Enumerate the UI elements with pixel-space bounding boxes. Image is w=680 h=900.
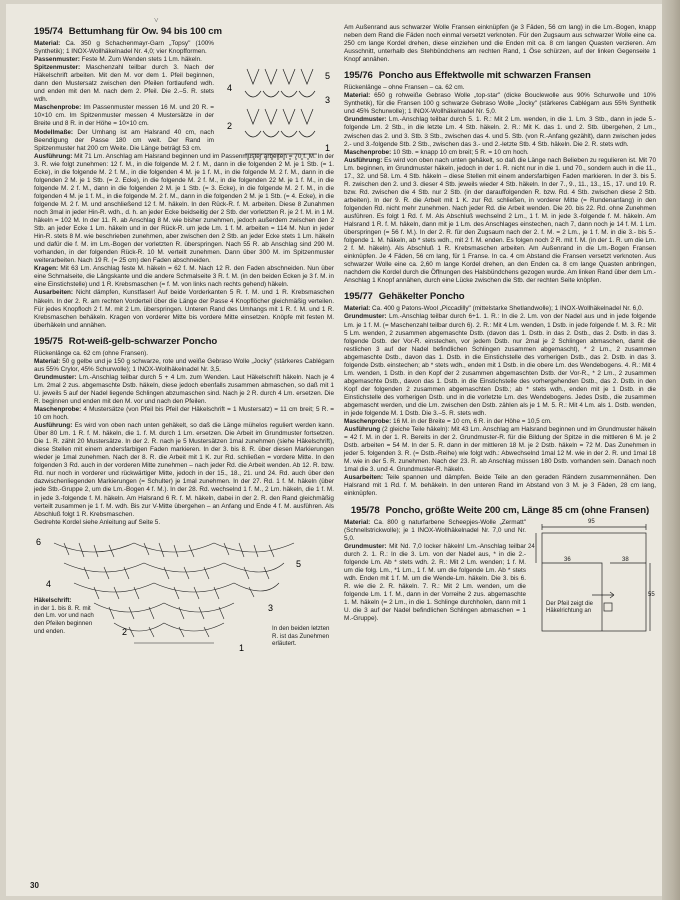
chart-legend: [34, 597, 96, 636]
paragraph-text: Maschenzahl teilbar durch 3. Nach der Häkelschrift arbeiten. Mit den M. vor dem 1. Pfeil beginnen, dann den Mustersatz zwischen den Pfeilen fortlaufend wdh. und enden mit den M. nach dem 2. Pfeil. Die 2.–5. R. stets wdh.: [34, 64, 214, 104]
paragraph-label: Passenmuster:: [34, 56, 80, 64]
section-number: 195/76: [344, 70, 373, 82]
height-label: 24: [528, 543, 535, 550]
paragraph: [344, 149, 656, 157]
paragraph-text: 10 Stb. = knapp 10 cm breit; 5 R. = 10 cm hoch.: [391, 148, 529, 156]
section-number: 195/74: [34, 26, 63, 37]
paragraph-text: Rückenlänge ca. 62 cm (ohne Fransen).: [34, 349, 149, 357]
paragraph: [344, 116, 656, 148]
chart-row-label: 2: [122, 626, 128, 637]
side-label: 55: [648, 591, 655, 598]
paragraph-label: Grundmuster:: [34, 373, 77, 381]
paragraph-text: Mit 63 Lm. Anschlag feste M. häkeln = 62 f. M. Nach 12 R. den Faden abschneiden. Nun über eine Schmalseite, die Längskante und die andere Schmalseite 3 R. f. M. (in den beiden Ecken je 3 f. M. in eine Einstichstelle) und 1 R. Krebsmaschen (= f. M. von links nach rechts gehend) häkeln.: [34, 265, 334, 289]
paragraph-label: Maschenprobe:: [344, 148, 392, 156]
paragraph-label: Maschenprobe:: [34, 406, 82, 414]
paragraph-label: Material:: [34, 40, 61, 47]
chart-row-label: 5: [325, 71, 331, 81]
paragraph-label: Ausführung:: [34, 422, 73, 430]
paragraph: [344, 426, 656, 474]
paragraph-label: Ausführung:: [344, 156, 383, 164]
section-heading: Rot-weiß-gelb-schwarzer Poncho: [68, 335, 218, 347]
paragraph-text: Im Passenmuster messen 16 M. und 20 R. = 10×10 cm. Im Spitzenmuster messen 4 Mustersätze in der Breite und 8 R. in der Höhe = 10×10 cm.: [34, 104, 214, 128]
paragraph-label: Maschenprobe:: [344, 418, 392, 426]
paragraph: [34, 265, 334, 289]
chart-row-label: 1: [325, 143, 331, 153]
page-binding: [662, 0, 680, 900]
left-column: [34, 24, 334, 892]
paragraph-text: 50 g gelbe und je 150 g schwarze, rote und weiße Gebraso Wolle „Jocky" (stärkeres Cablégarn aus 55% Crylor, 45% Schurwolle); 1 INOX-Wollhäkelnadel Nr. 3,5.: [34, 357, 334, 373]
section-number: 195/77: [344, 291, 373, 303]
chart-row-label: 3: [325, 95, 331, 105]
paragraph: [344, 418, 656, 426]
section-title-195-76: [344, 70, 656, 81]
paragraph: [34, 350, 334, 358]
width-label: 95: [588, 518, 595, 525]
paragraph-text: Lm.-Anschlag teilbar durch 6+1. 1. R.: In die 2. Lm. von der Nadel aus und in jede folgende Lm. je 1 f. M. (= Maschenzahl teilbar durch 6). 2. R.: Mit 4 Lm. wenden, 1 Dstb. in jede folgende f. M. 3. R.: Mit 5 Lm. wenden, 2 zusammen abgemaschte Dstb. (davon das 1. Dstb. in das 2. Dstb., das 2. Dstb. in das 3. folgende Dstb. der Vor-R. einstechen, vor jedem Dstb. nur 2mal je 2 Schlingen abmaschen, damit die restlichen 3 auf der Nadel befindlichen Schlingen zusammen abgemascht), * 2 Lm., 2 zusammen abgemaschte Dstb., davon das 1. Dstb. in die Einstichstelle des vorherigen Dstb., das 2. Dstb. in das 3. folgende Dstb. einstechen; ab * stets wdh., enden mit 1 Dstb. in die obere Lm. des Wendebogens. 4. R.: Mit 4 Lm. wenden, 1 Dstb. in den Kopf der 2 zusammen abgemaschten Dstb. der Vor-R., * 2 Lm., 2 zusammen abgemaschte Dstb., davon das 1. Dstb. in die Einstichstelle des vorhergehenden Dstb., das 2. Dstb. in den Kopf der folgenden 2 zusammen abgemaschten Dstb.; ab * stets wdh., enden mit je 1 Dstb. in die Einstichstelle des vorherigen Dstb. und in die vorletzte Lm. des Wendebogens. Jedes Dstb., die zusammen abgemascht werden, und die Lm. zwischen den Dstb. zählen als je 1 M. 5. R.: Mit 4 Lm. als 1. Dstb. wenden, in jede folgende M. 1 Dstb. Die 3.–5. R. stets wdh.: [344, 313, 656, 418]
paragraph: [34, 40, 214, 56]
paragraph-text: (2 gleiche Teile häkeln): Mit 43 Lm. Anschlag am Halsrand beginnen und im Grundmuster häkeln = 42 f. M. in der 1. R. Bereits in der 2. Grundmuster-R. für die Bildung der Spitze in die mittleren 6 M. je 2 Dstb. arbeiten = 54 M. In der 5. R. dann in der mittleren 18 M. je 2 Dstb. häkeln = 72 M. Das Zunehmen in jeder 5. folgenden 3. R. (= Dstb.-Reihe) wie folgt wdh.: Abwechselnd 1mal 12 M. wie in der 2. R. und 1mal 18 M. wie in der 5. R. zunehmen. Nach der 23. R. ab Anschlag müssen 180 Dstb. vorhanden sein. Danach noch 1mal die 3. und 4. Grundmuster-R. häkeln.: [344, 426, 656, 474]
paragraph-label: Ausführung: [344, 426, 381, 434]
paragraph: [34, 374, 334, 406]
paragraph-text: Lm.-Anschlag teilbar durch 5. 1. R.: Mit 2 Lm. wenden, in die 1. Lm. 3 Stb., dann in jede 5.-folgende Lm. 2 Stb., in die letzte Lm. 4 Stb. häkeln. 2. R.: Mit K. das 1. und 2. Stb. übergehen, 2 Lm., zwischen das 2. und 3. Stb. 3 Stb., zwischen das 4. und 5. Stb. (von R.-Anfang gezählt), dann zwischen jedes 2.- und 3.-folgende Stb. 2 Stb., zwischen das 3.- und 2.-letzte Stb. 4 Stb. häkeln. Die 2. R. stets wdh.: [344, 116, 656, 148]
paragraph: [344, 157, 656, 286]
right-column: [344, 24, 656, 892]
paragraph-label: Material:: [344, 92, 371, 100]
poncho-schematic: [528, 518, 656, 637]
page-mark: ˅: [154, 16, 159, 25]
paragraph-text: Am Außenrand aus schwarzer Wolle Fransen einknüpfen (je 3 Fäden, 56 cm lang) in die Lm.-Bogen, knapp neben dem Rand die Fäden noch einmal versetzt verknoten. Für den Zugsaum aus schwarzer Wolle eine ca. 250 cm lange Kordel drehen, diese einziehen und die Enden mit ca. 8 cm langen Quasten verzieren. Am Ausschnitt, unterhalb des Stehbündchens am rechten Rand, 1 Öse schürzen, auf der linken Gegenseite 1 Knopf annähen.: [344, 24, 656, 64]
paragraph-text: Rückenlänge – ohne Fransen – ca. 62 cm.: [344, 84, 465, 92]
chart-row-label: 4: [227, 83, 233, 93]
chart-row-label: 1: [239, 642, 245, 653]
paragraph: [344, 84, 656, 92]
paragraph: [344, 92, 656, 116]
section-label: 38: [622, 556, 629, 563]
section-number: 195/78: [350, 504, 380, 516]
paragraph-text: Ca. 350 g Schachenmayr-Garn „Topsy" (100% Synthetik); 1 INOX-Wollhäkelnadel Nr. 4,0; vier Knopfformen.: [34, 40, 214, 56]
instructions-195-76: [344, 84, 656, 285]
paragraph: [34, 64, 214, 104]
paragraph-text: Es wird von oben nach unten gehäkelt, so daß die Länge nach Belieben zu regulieren ist. Mit 70 Lm. beginnen, im Grundmuster häkeln, jedoch in der 1. R. nicht nur in die 1. und 70., sondern auch in die 11., 17., 32. und 58. Lm. 4 Stb. häkeln – diese Stellen mit einem andersfarbigen Faden markieren. In der 3. bis 5. R. zwischen den 2. und 3. dieser 4 Stb. jeweils wieder 4 Stb. häkeln. In der 7., 9., 11., 13., 15., 17. und 19. R. bzw. Rd. zwischen die 4 Stb. nur 2 Stb. (in der darauffolgenden R. bzw. Rd. 4 Stb. zwischen diese 2 Stb. arbeiten). In der 9. R. die Arbeit mit 1 K. zur Rd. schließen, in vorderer Mitte (= Rundenanfang) in den folgenden Rd. nicht mehr zunehmen. Nach jeder Rd. die Arbeit wenden. Die 20. bis 22. Rd. ohne Zunehmen ausführen. Es folgt 1 Rd. f. M. Als Abschluß wechselnd 2 Lm., 1 f. M. in jede 3.-folgende f. M. häkeln. Am Halsrand 1 R. f. M. häkeln, dann mit je 1 Lm. des Anschlages einstechen, nach 7, dann noch je 14 f. M. 1 Lm. überspringen (= 56 f. M.). In der 2. R. für den Zugsaum nach der 2. f. M. = 2 Lm., je 1 f. M. in die 3.- bis 5.-folgende 1. M. häkeln, ab * stets wdh., mit 2 f. M. enden. Es folgen noch 2 R. mit f. M. (in der 1. R. um die Lm. 2 f. M. häkeln). Als Abschluß 1 R. Krebsmaschen arbeiten. Am Außenrand in die Lm.-Bogen Fransen einknüpfen. Je 4 Fäden, 56 cm lang, für 1 Franse. In ca. 4 cm Abstand die Fransen versetzt verknoten. Aus schwarzer Wolle eine ca. 2,60 m lange Kordel drehen, an den Enden ca. 8 cm lange Quasten anbringen, nachdem die Kordel durch die Öffnungen des Halsbündchens gezogen wurde. Am linken Rand über dem Lm.-Anschlag 1 Knopf annähen, durch eine Lücke zwischen die Stb. der rechten Seite knöpfen.: [344, 156, 656, 285]
paragraph-text: Es wird von oben nach unten gehäkelt, so daß die Länge mühelos reguliert werden kann. Über 80 Lm. 1 R. f. M. häkeln, die 1. f. M. durch 1 Lm. ersetzen. Die Arbeit im Grundmuster fortsetzen. Die 1. R. zählt 20 Mustersätze. In der 2. R. nach je 5 Mustersätzen 1mal zunehmen (siehe Häkelschrift), diese Stellen mit einem andersfarbigen Faden markieren. In der 3. bis 8. R. über diesen Markierungen wieder je 1mal zunehmen. Nach der 8. R. die Arbeit mit 1 K. zur Rd. schließen = vordere Mitte. In den folgenden 3 Rd. auch in der vorderen Mitte zunehmen – nach jeder Rd. die Arbeit wenden. Ab 12. R. bzw. Rd. nur noch in vorderer und rückwärtiger Mitte, jedoch in der 15., 18., 21. und 24. Rd. auch über den dazwischenliegenden Markierungen (= Schulter) je 1mal zunehmen. In der 27. Rd. 1 f. M. häkeln (über jede Stb.-Gruppe 2, um die Lm.-Bogen 4 f. M.). In der 28. Rd. wechselnd 1 f. M., 2 Lm. häkeln, die 1 f. M. in jede 3.-folgende f. M. häkeln. Am Halsrand 6 R. f. M. häkeln, dabei in der 2. R. den Rand gleichmäßig verteilt zusammen je 1 f. M. wdh. Bis zur V-Mitte übergehen – an Anfang und Ende 4 f. M. ausführen. Als Abschluß folgt 1 R. Krebsmaschen.: [34, 422, 334, 518]
section-heading: Bettumhang für Ow. 94 bis 100 cm: [68, 26, 222, 37]
paragraph-label: Grundmuster:: [344, 313, 387, 321]
paragraph-label: Grundmuster:: [344, 542, 387, 550]
paragraph: [344, 313, 656, 418]
chart-legend-label: Häkelschrift:: [34, 596, 72, 604]
paragraph-text: Feste M. Zum Wenden stets 1 Lm. häkeln.: [79, 56, 202, 64]
paragraph: [344, 305, 656, 313]
continued-instructions: [344, 24, 656, 64]
section-number: 195/75: [34, 335, 63, 347]
schematic-drawing: [532, 519, 656, 637]
section-heading: Poncho, größte Weite 200 cm, Länge 85 cm (ohne Fransen): [385, 504, 650, 516]
paragraph-label: Spitzenmuster:: [34, 64, 81, 72]
instructions-195-77: [344, 305, 656, 498]
paragraph-label: Ausführung:: [34, 152, 73, 160]
chart-row-label: 5: [296, 558, 302, 569]
paragraph: [34, 358, 334, 374]
paragraph-label: Maschenprobe:: [34, 104, 82, 112]
paragraph-text: Gedrehte Kordel siehe Anleitung auf Seite 5.: [34, 518, 161, 526]
paragraph: [34, 422, 334, 519]
section-heading: Gehäkelter Poncho: [378, 291, 465, 303]
section-title-195-75: [34, 336, 334, 347]
paragraph-label: Material:: [344, 518, 371, 526]
stitch-chart-top: [227, 59, 334, 174]
chart-row-label: 6: [36, 536, 42, 547]
chart-legend-text: in der 1. bis 8. R. mit den Lm. vor und nach den Pfeilen beginnen und enden.: [34, 604, 94, 635]
paragraph: [344, 474, 656, 498]
chart-row-label: 4: [46, 578, 52, 589]
paragraph: [34, 406, 334, 422]
stitch-chart-bottom: [34, 531, 334, 671]
paragraph-label: Ausarbeiten:: [344, 474, 384, 482]
paragraph: [344, 24, 656, 64]
paragraph: [34, 289, 334, 329]
paragraph-text: Ca. 800 g naturfarbene Scheepjes-Wolle „Zermatt" (Schnellstrickwolle); je 1 INOX-Wollhäkelnadel Nr. 7,0 und Nr. 5,0.: [344, 518, 526, 542]
paragraph-text: Teile spannen und dämpfen. Beide Teile an den geraden Rändern zusammennähen. Den Halsrand mit 1 Rd. f. M. behäkeln. In den unteren Rand im Abstand von 3 M. je 3 Fäden, 28 cm lang, einknüpfen.: [344, 474, 656, 498]
page-number: 30: [30, 881, 39, 890]
paragraph-label: Material:: [34, 357, 61, 365]
section-heading: Poncho aus Effektwolle mit schwarzen Fransen: [378, 70, 591, 82]
paragraph-text: 650 g rohweiße Gebraso Wolle „top-star" (dicke Bouclewolle aus 90% Schurwolle und 10% Synthetik), für die Fransen 100 g schwarze Gebraso Wolle „Jocky" (stärkeres Cablégarn aus 55% Synthetik und 45% Schurwolle); 1 INOX-Wollhäkelnadel Nr. 5,0.: [344, 92, 656, 116]
paragraph-text: 4 Mustersätze (von Pfeil bis Pfeil der Häkelschrift = 1 Mustersatz) = 11 cm breit; 5 R. = 10 cm hoch.: [34, 406, 334, 422]
instructions-195-75: [34, 350, 334, 527]
paragraph: [34, 104, 214, 128]
paragraph: [34, 519, 334, 527]
section-title-195-77: [344, 291, 656, 302]
chart-row-label: 2: [227, 121, 233, 131]
paragraph-text: Ca. 400 g Patons-Wool „Piccadilly" (mittelstarke Shetlandwolle); 1 INOX-Wollhäkelnadel Nr. 6,0.: [370, 305, 644, 313]
paragraph-text: Mit Nd. 7,0 locker häkeln! Lm.-Anschlag teilbar durch 2. 1. R.: In die 3. Lm. von der Nadel aus, * in die 2.-folgende Lm. Ab * stets wdh. 2. R.: Mit 2 Lm. wenden; 1 f. M. um die folg. Lm., *1 Lm., 1 f. M. um die folgende Lm. Ab * stets wdh. Enden mit 1 f. M. um die Wende-Lm. häkeln. Die 3. bis 6. R. wie die 2. R. häkeln. 7. R.: Mit 2 Lm. wenden, um die folgende Lm. 1 f. M., dann in der Vorreihe 2 zus. abgemaschte 1. M. häkeln (= 2 Lm., in die 1. Schlinge durchholen, dann mit 1 U. die 3 auf der Nadel befindlichen Schlingen abmaschen = 1 M.-Gruppe).: [344, 542, 526, 623]
paragraph-label: Grundmuster:: [344, 116, 387, 124]
increase-note: In den beiden letzten R. ist das Zunehmen erläutert.: [272, 624, 330, 648]
arrow-note: Der Pfeil zeigt die Häkelrichtung an: [546, 600, 594, 614]
paragraph-text: 16 M. in der Breite = 10 cm, 6 R. in der Höhe = 10,5 cm.: [391, 418, 552, 426]
paragraph-label: Modellmaße:: [34, 128, 74, 136]
paragraph: [34, 56, 214, 64]
paragraph: [34, 129, 214, 153]
section-title-195-74: [34, 26, 334, 37]
paragraph-text: Nicht dämpfen, Kunstfaser! Auf beide Vorderkanten 5 R. f. M. und 1 R. Krebsmaschen häkeln. In der 2. R. am rechten Vorderteil über die Länge der Passe 4 Knopflöcher gleichmäßig verteilen. Für jedes Knopfloch 2 f. M. mit 2 Lm. überspringen. Unteren Rand des Umhangs mit 1 R. f. M. und 1 R. Krebsmaschen behäkeln. Kragen von vorderer Mitte bis vordere Mitte einsetzen. Knöpfe mit festen M. überhäkeln und annähen.: [34, 289, 334, 329]
chart-row-label: 3: [268, 602, 274, 613]
paragraph-label: Ausarbeiten:: [34, 289, 74, 297]
section-title-195-78: [344, 505, 656, 516]
paragraph-text: Mit 71 Lm. Anschlag am Halsrand beginnen und im Passenmuster arbeiten = 70 f. M. In der 3. R. wie folgt zunehmen: 12 f. M., in die folgende M. 2 f. M., dann in die folgenden 2 M. je 1 Stb. (= 1. Ecke), in die folgende M. 2 f. M., in die folgenden 4 M. je 1 f. M., in die folgende M. 2 f. M., dann in die folgenden 2 M. je 1 Stb. (= 2. Ecke), in die folgende M. 2 f. M., in die folgenden 22 M. je 1 f. M., in die folgende M. 2 f. M., dann in die folgenden 2 M. je 1 Stb. (= 3. Ecke), in die folgende M. 2 f. M., in die folgenden 4 M. je 1 f. M., in die folgende M. 2 f. M., dann in die folgenden 2 M. je 1 Stb. (= 4. Ecke), in die folgende M. 2 f. M. und anschließend 12 f. M. häkeln. In den Rück-R. f. M. arbeiten. Diese 8 Zunahmen noch 3mal in jeder Hin-R. wdh., d. h. an jeder Ecke beidseitig der 2 Stb. der vorletzten R. je 2 f. M. in 1 M. häkeln = 102 M. In der 11. R. ab Anschlag 8 M. wie bisher zunehmen, jedoch außerdem zwischen den 2 Stb. an jeder Ecke 1 Lm. häkeln und in der Rück-R. um jede Lm. 1 f. M. arbeiten = 114 M. Nun in jeder Hin-R. stets 8 M. wie beschrieben zunehmen, aber zwischen den 2 Stb. an jeder Ecke stets 1 Lm. häkeln und dafür die f. M. im Lm.-Bogen der vorletzten R. überspringen. Nach 55 R. ab Anschlag sind 290 M. vorhanden, in der folgenden Rück-R. 10 M. verteilt zunehmen. Dann über 300 M. im Spitzenmuster weiterarbeiten. Nach 19 R. (= 25 cm) den Faden abschneiden.: [34, 152, 334, 265]
paragraph-label: Kragen:: [34, 265, 59, 273]
paragraph-label: Material:: [344, 305, 371, 313]
magazine-page: [6, 4, 662, 896]
paragraph-text: Der Umhang ist am Halsrand 40 cm, nach Beendigung der Passe 180 cm weit. Der Rand im Spitzenmuster hat 200 cm Weite. Die Länge beträgt 53 cm.: [34, 128, 214, 152]
paragraph-text: Lm.-Anschlag teilbar durch 5 + 4 Lm. zum Wenden. Laut Häkelschrift häkeln. Nach je 4 Lm. 2mal 2 zus. abgemaschte Dstb. häkeln, diese jedoch ebenfalls zusammen abmaschen, so daß mit 1 U. jeweils 5 auf der Nadel liegende Schlingen abzumaschen sind. Nach je 2 R. durch 4 Lm. ersetzen. Die R. beginnen und enden mit den M. vor und nach den Pfeilen.: [34, 373, 334, 405]
section-label: 36: [564, 556, 571, 563]
